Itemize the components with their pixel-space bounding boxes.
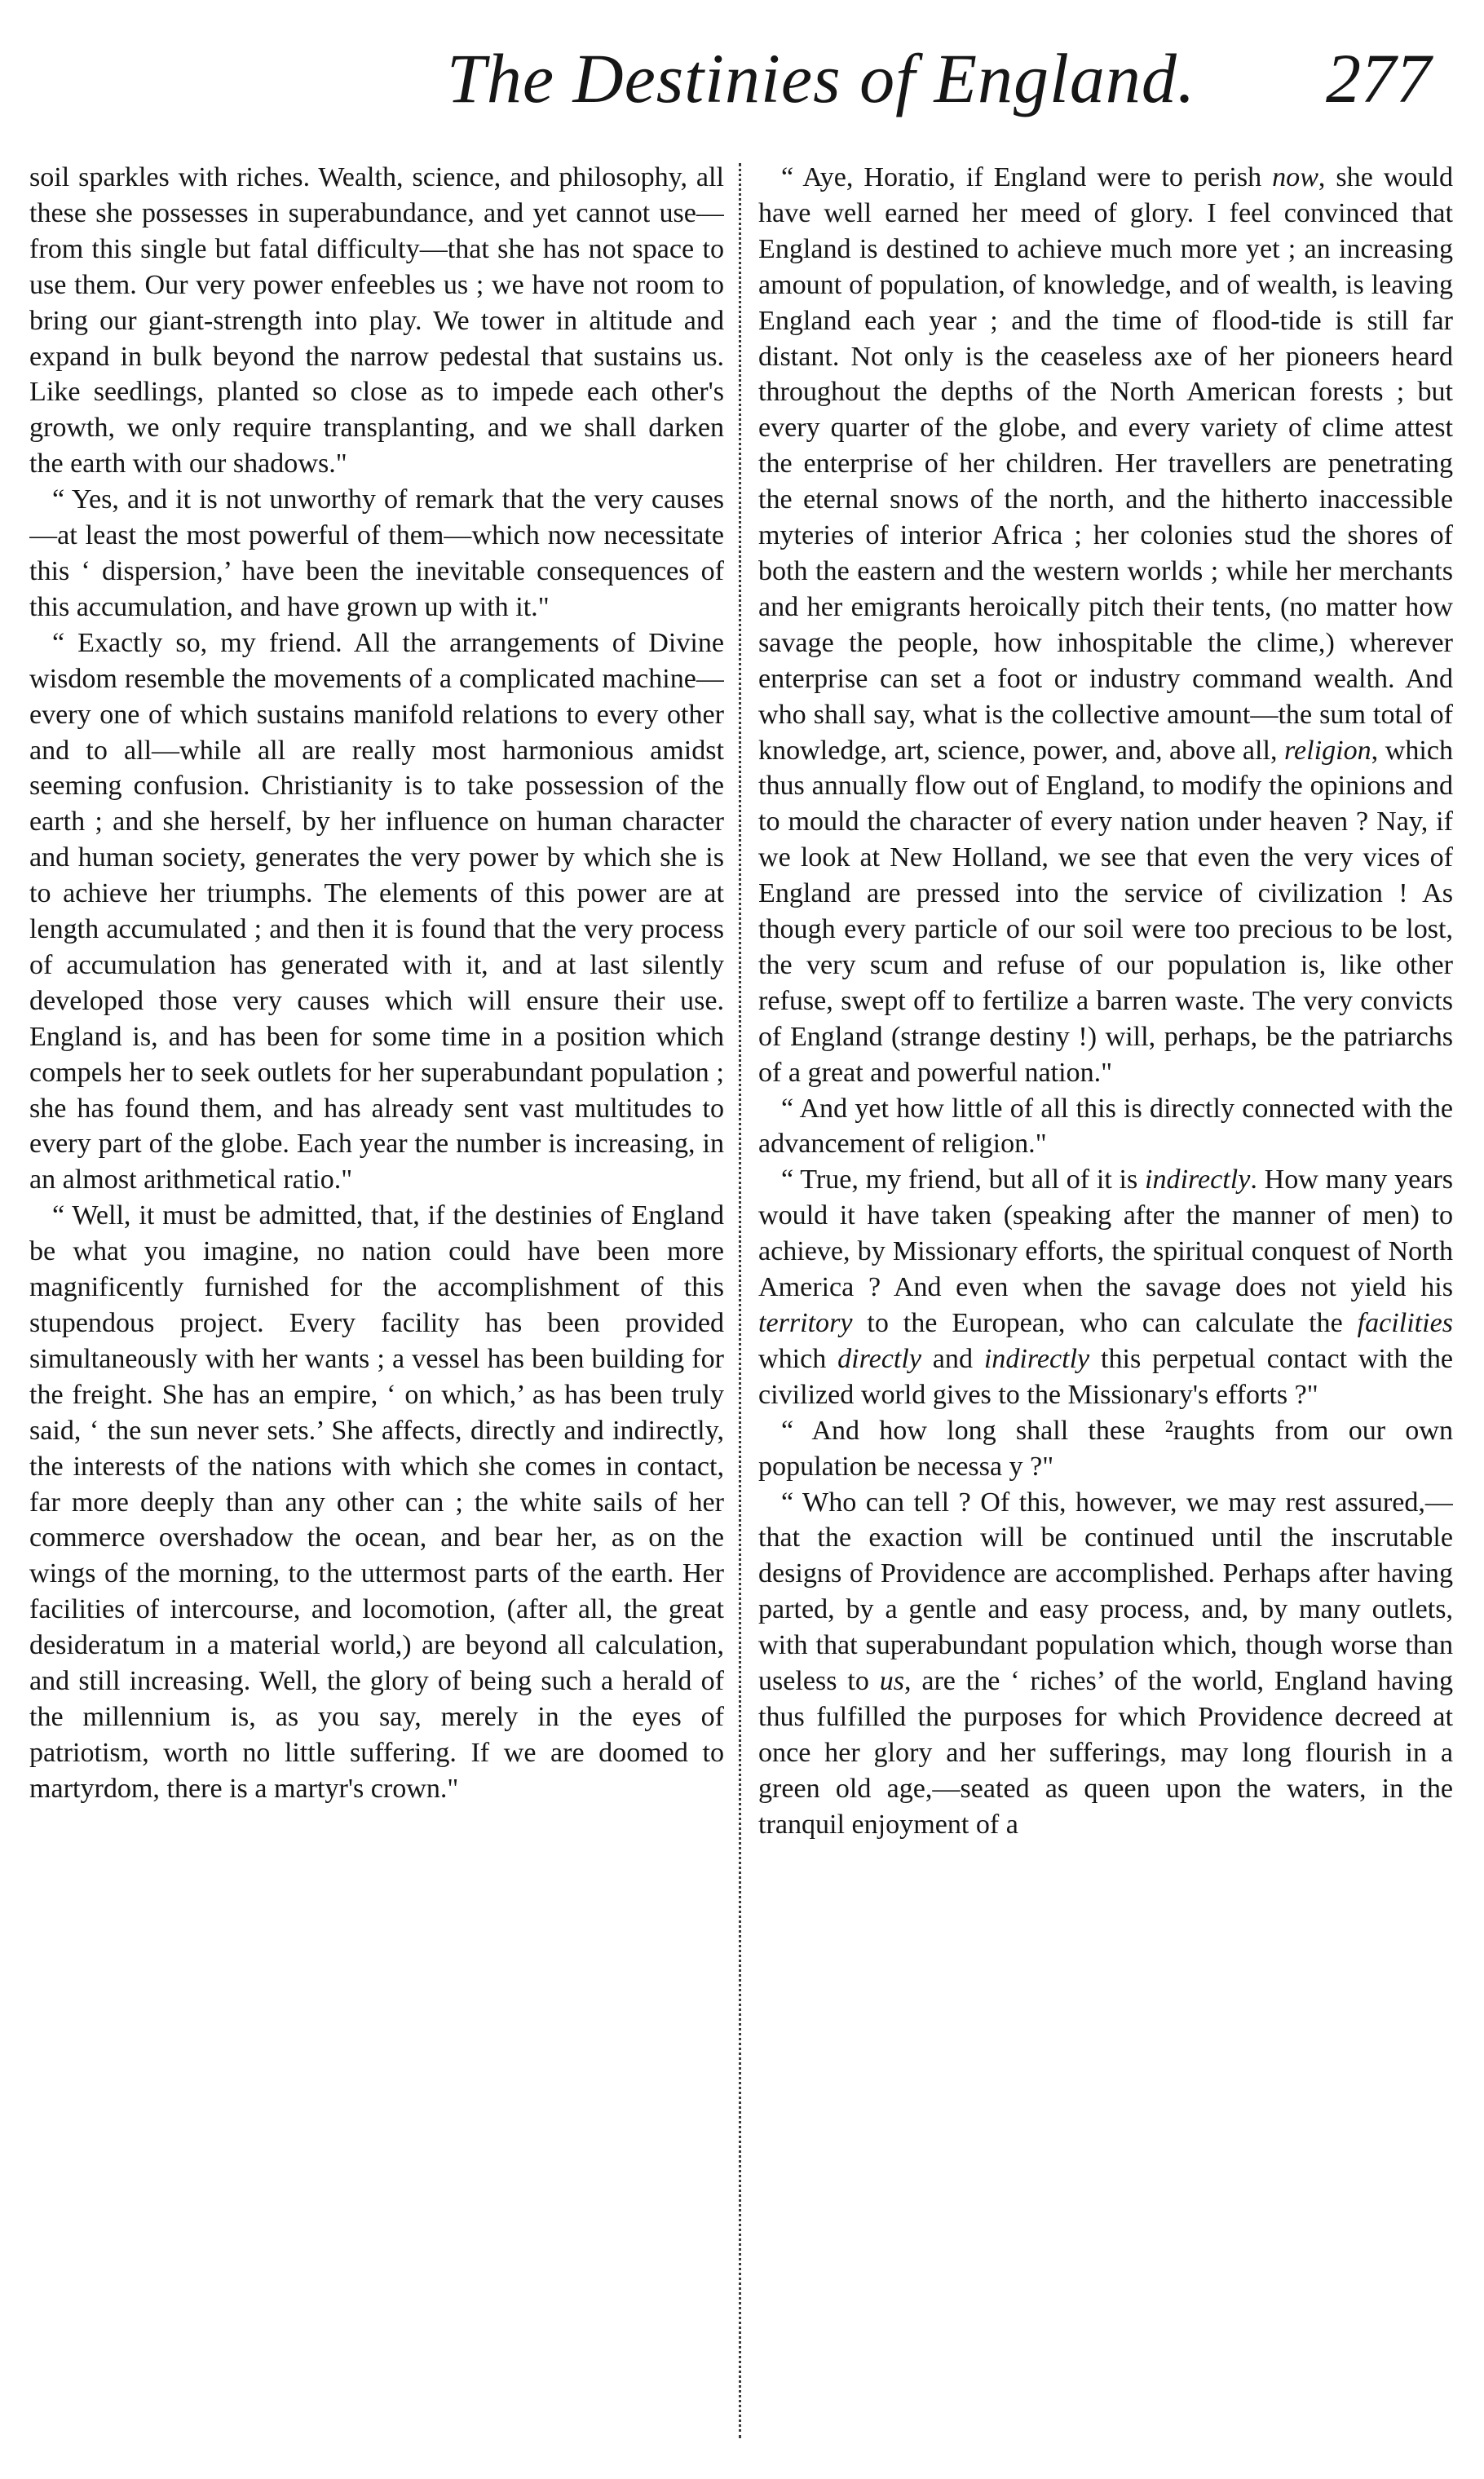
page-number: 277 [1326, 39, 1431, 117]
paragraph [758, 1162, 1453, 1412]
text-run: to the European, who can calculate the [852, 1308, 1358, 1338]
italic-run: indirectly [983, 1343, 1090, 1374]
text-run: and [921, 1343, 984, 1374]
left-column [29, 160, 724, 2451]
paragraph [758, 1485, 1453, 1843]
text-run: “ True, my friend, but all of it is [781, 1164, 1146, 1195]
text-run: , which thus annually flow out of England, to modify the opinions and to mould the character of every nation under heaven ? Nay, if we look at New Holland, we see that even the very vices of England are pressed into the service of civilization ! As though every particle of our soil were too precious to be lost, the very scum and refuse of our population is, like other refuse, swept off to fertilize a barren waste. The very convicts of England (strange destiny !) will, perhaps, be the patriarchs of a great and powerful nation." [758, 735, 1453, 1088]
italic-run: territory [758, 1308, 853, 1338]
italic-run: indirectly [1145, 1164, 1251, 1195]
paragraph [758, 160, 1453, 1091]
text-run: “ Who can tell ? Of this, however, we may rest assured,—that the exaction will be continued until the inscrutable designs of Providence are accomplished. Perhaps after having parted, by a gentle and easy process, and, by many outlets, with that superabundant population which, though worse than useless to [758, 1487, 1453, 1697]
text-run: soil sparkles with riches. Wealth, science, and philosophy, all these she possesses in superabundance, and yet cannot use—from this single but fatal difficulty—that she has not space to use them. Our very power enfeebles us ; we have not room to bring our giant-strength into play. We tower in altitude and expand in bulk beyond the narrow pedestal that sustains us. Like seedlings, planted so close as to impede each other's growth, we only require transplanting, and we shall darken the earth with our shadows." [29, 162, 724, 479]
text-run: which [758, 1343, 838, 1374]
text-run: “ Well, it must be admitted, that, if the destinies of England be what you imagine, no nation could have been more magnificently furnished for the accomplishment of this stupendous project. Every facility has been provided simultaneously with her wants ; a vessel has been building for the freight. She has an empire, ‘ on which,’ as has been truly said, ‘ the sun never sets.’ She affects, directly and indirectly, the interests of the nations with which she comes in contact, far more deeply than any other can ; the white sails of her commerce overshadow the ocean, and bear her, as on the wings of the morning, to the uttermost parts of the earth. Her facilities of intercourse, and locomotion, (after all, the great desideratum in a material world,) are beyond all calculation, and still increasing. Well, the glory of being such a herald of the millennium is, as you say, merely in the eyes of patriotism, worth no little suffering. If we are doomed to martyrdom, there is a martyr's crown." [29, 1200, 724, 1804]
paragraph [758, 1413, 1453, 1485]
text-run: , she would have well earned her meed of glory. I feel convinced that England is destined to achieve much more yet ; an increasing amount of population, of knowledge, and of wealth, is leaving England each year ; and the time of flood-tide is still far distant. Not only is the ceaseless axe of her pioneers heard throughout the depths of the North American forests ; but every quarter of the globe, and every variety of clime attest the enterprise of her children. Her travellers are penetrating the eternal snows of the north, and the hitherto inaccessible myteries of interior Africa ; her colonies stud the shores of both the eastern and the western worlds ; while her merchants and her emigrants heroically pitch their tents, (no matter how savage the people, how inhospitable the clime,) wherever enterprise can set a foot or industry command wealth. And who shall say, what is the collective amount—the sum total of knowledge, art, science, power, and, above all, [758, 162, 1453, 766]
text-run: this perpetual contact with the civilized world gives to the Missionary's efforts ?" [758, 1343, 1453, 1410]
paragraph [29, 160, 724, 482]
paragraph [758, 1091, 1453, 1163]
paragraph [29, 625, 724, 1199]
italic-run: religion [1284, 735, 1371, 766]
column-divider [739, 163, 741, 2438]
paragraph [29, 482, 724, 625]
paragraph [29, 1198, 724, 1806]
page-header [0, 38, 1484, 135]
text-run: “ And yet how little of all this is directly connected with the advancement of religion." [758, 1093, 1453, 1160]
italic-run: us [879, 1666, 904, 1697]
text-run: . How many years would it have taken (speaking after the manner of men) to achieve, by Missionary efforts, the spiritual conquest of North America ? And even when the savage does not yield his [758, 1164, 1453, 1303]
right-column [758, 160, 1453, 2451]
italic-run: now [1272, 162, 1318, 192]
text-run: “ Exactly so, my friend. All the arrangements of Divine wisdom resemble the movements of a complicated machine—every one of which sustains manifold relations to every other and to all—while all are really most harmonious amidst seeming confusion. Christianity is to take possession of the earth ; and she herself, by her influence on human character and human society, generates the very power by which she is to achieve her triumphs. The elements of this power are at length accumulated ; and then it is found that the very process of accumulation has generated with it, and at last silently developed those very causes which will ensure their use. England is, and has been for some time in a position which compels her to seek outlets for her superabundant population ; she has found them, and has already sent vast multitudes to every part of the globe. Each year the number is increasing, in an almost arithmetical ratio." [29, 627, 724, 1195]
italic-run: directly [837, 1343, 921, 1374]
text-run: “ Yes, and it is not unworthy of remark that the very causes—at least the most powerful of them—which now necessitate this ‘ dispersion,’ have been the inevitable consequences of this accumulation, and have grown up with it." [29, 484, 724, 622]
italic-run: facilities [1357, 1308, 1453, 1338]
text-run: , are the ‘ riches’ of the world, England having thus fulfilled the purposes for which Providence decreed at once her glory and her sufferings, may long flourish in a green old age,—seated as queen upon the waters, in the tranquil enjoyment of a [758, 1666, 1453, 1840]
running-title: The Destinies of England. [447, 39, 1196, 117]
text-run: “ Aye, Horatio, if England were to perish [781, 162, 1273, 192]
text-run: “ And how long shall these ²raughts from our own population be necessa y ?" [758, 1415, 1453, 1482]
